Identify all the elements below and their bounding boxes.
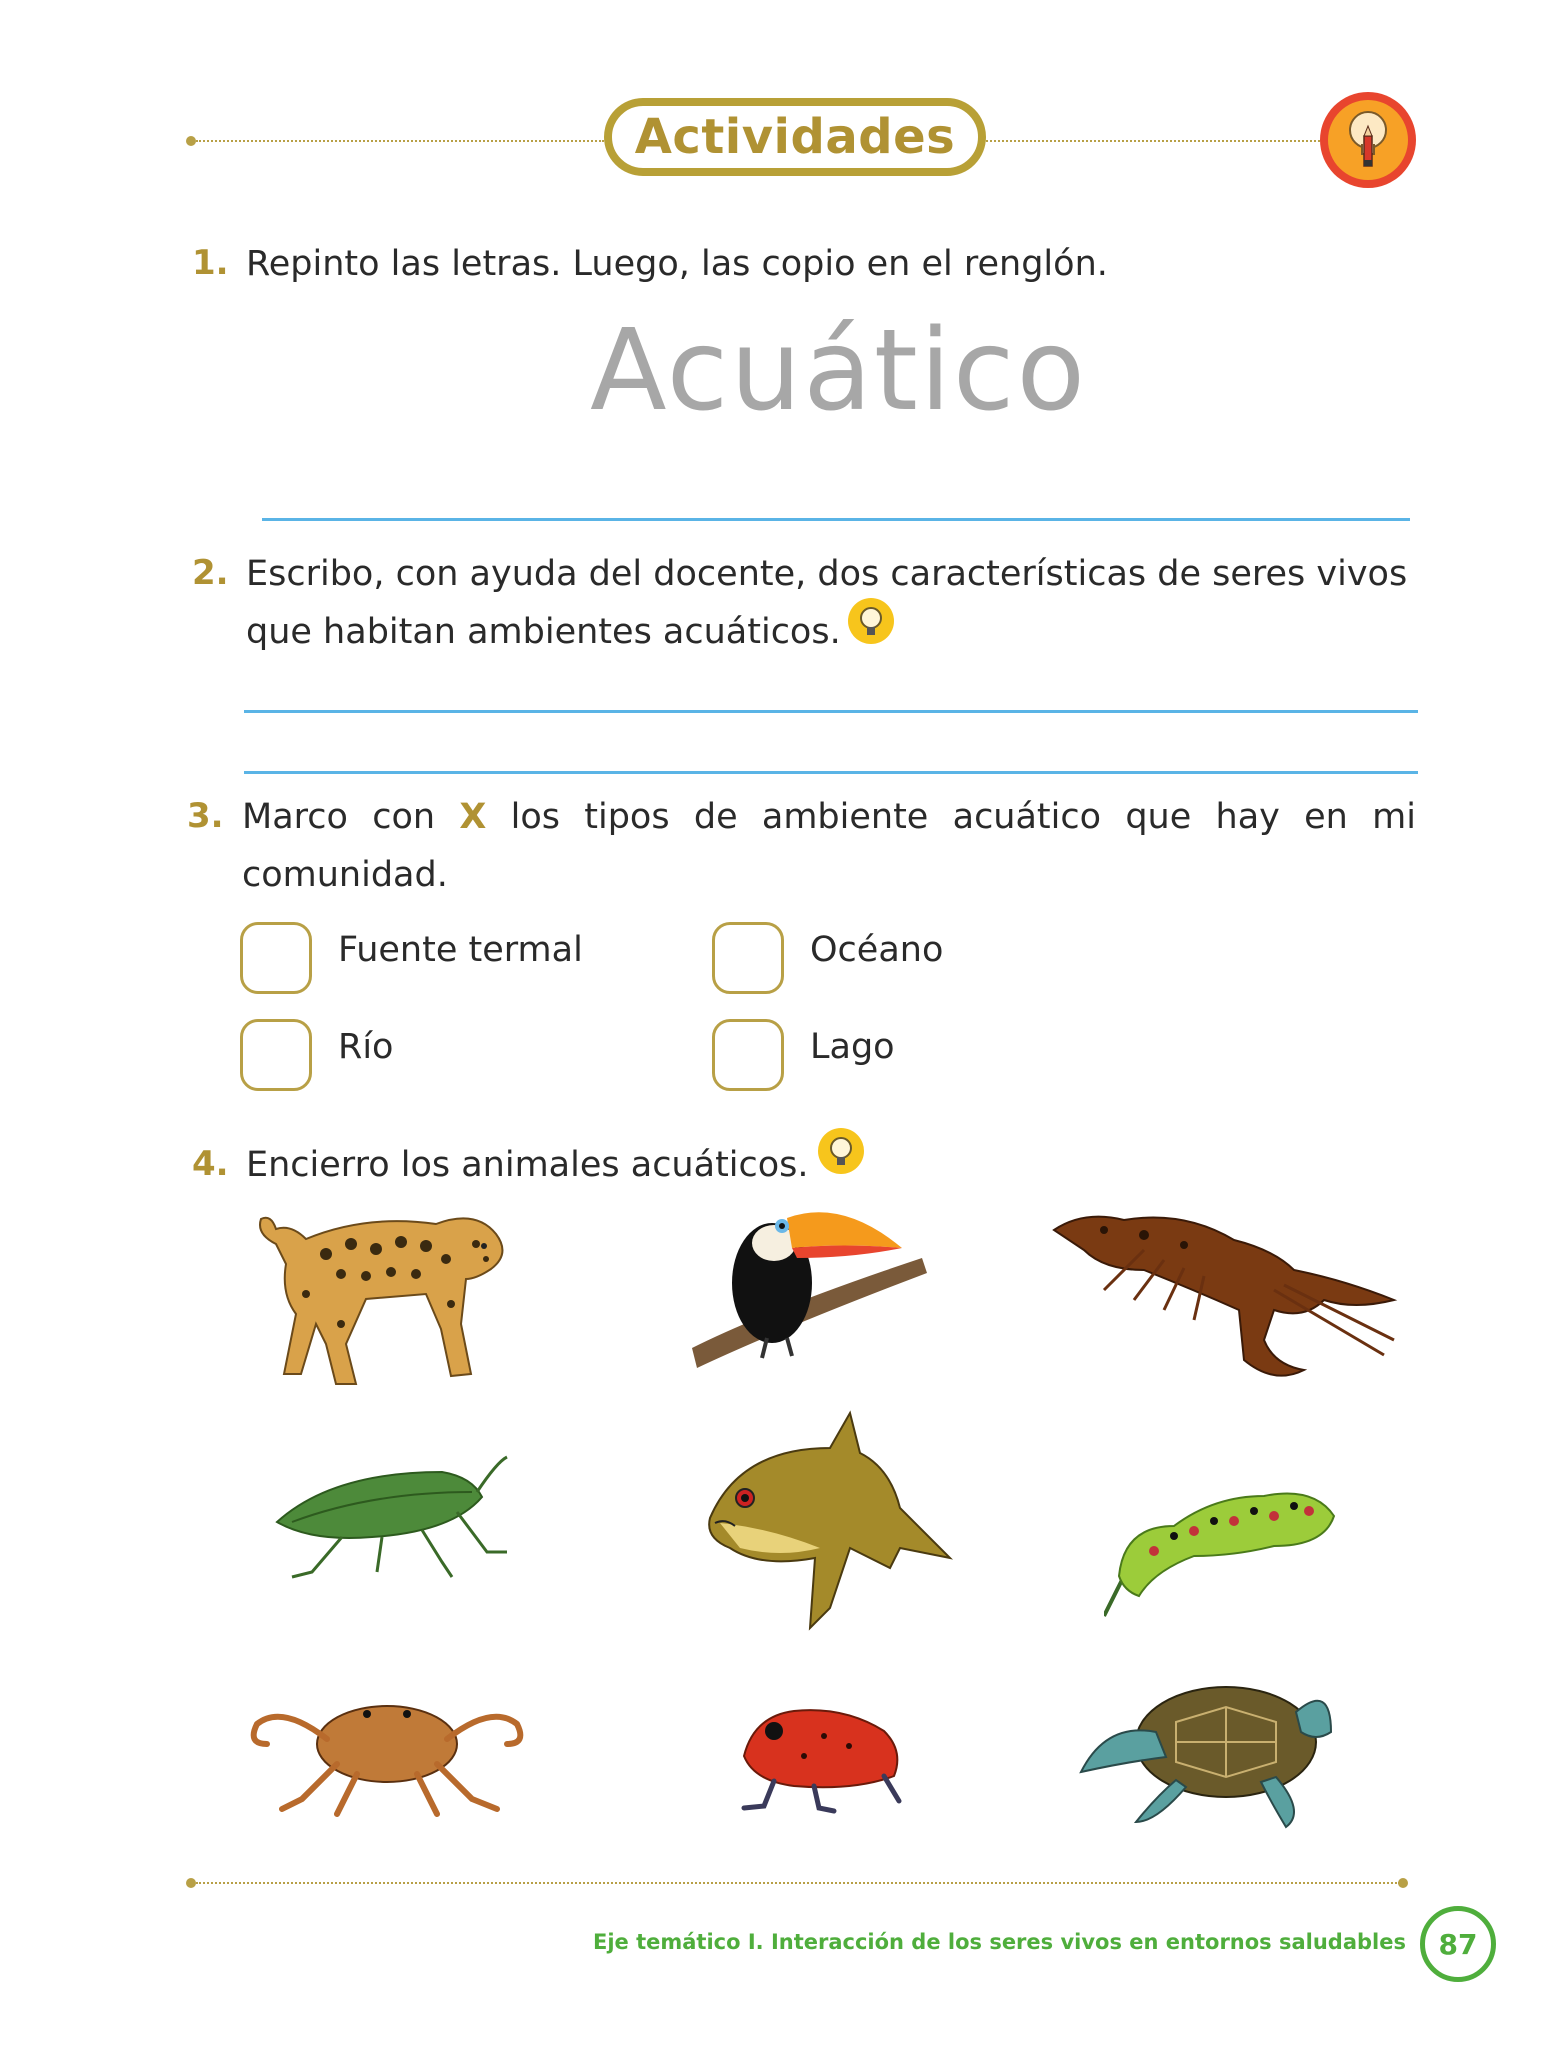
option-label-rio: Río xyxy=(338,1027,394,1067)
fish-image[interactable] xyxy=(700,1408,960,1638)
question-3-line1 xyxy=(242,788,1416,846)
lightbulb-icon xyxy=(848,598,894,644)
toucan-image[interactable] xyxy=(692,1188,932,1378)
checkbox-rio[interactable] xyxy=(240,1019,312,1091)
question-1-text: Repinto las letras. Luego, las copio en el renglón. xyxy=(246,244,1108,284)
section-title: Actividades xyxy=(634,109,956,165)
question-4-text: Encierro los animales acuáticos. xyxy=(246,1145,809,1185)
q2-writing-line-2[interactable] xyxy=(244,771,1418,774)
question-1-number: 1. xyxy=(192,243,229,283)
checkbox-lago[interactable] xyxy=(712,1019,784,1091)
header-rule-left-dot xyxy=(186,136,196,146)
question-2-line1: Escribo, con ayuda del docente, dos características de seres vivos xyxy=(246,554,1408,594)
question-3-text-before: Marco con xyxy=(242,797,436,837)
option-label-fuente-termal: Fuente termal xyxy=(338,930,583,970)
question-3-line2: comunidad. xyxy=(242,855,448,895)
q2-writing-line-1[interactable] xyxy=(244,710,1418,713)
footer-axis-title: Eje temático I. Interacción de los seres vivos en entornos saludables xyxy=(592,1930,1406,1954)
question-2-line2: que habitan ambientes acuáticos. xyxy=(246,612,841,652)
question-4-number: 4. xyxy=(192,1144,229,1184)
question-3-number: 3. xyxy=(187,796,224,836)
x-mark: X xyxy=(459,797,487,837)
question-3-text-after: los tipos de ambiente acuático que hay en mi xyxy=(510,797,1416,837)
checkbox-fuente-termal[interactable] xyxy=(240,922,312,994)
footer-rule-left-dot xyxy=(186,1878,196,1888)
trace-word[interactable]: Acuático xyxy=(590,306,1087,436)
lobster-image[interactable] xyxy=(1044,1190,1404,1390)
header-rule-left xyxy=(196,140,604,142)
page-number: 87 xyxy=(1438,1927,1478,1961)
lightbulb-pencil-icon xyxy=(1320,92,1416,188)
sea-turtle-image[interactable] xyxy=(1076,1662,1336,1832)
header-rule-right xyxy=(986,140,1320,142)
caterpillar-image[interactable] xyxy=(1104,1466,1344,1626)
lightbulb-icon xyxy=(818,1128,864,1174)
footer-rule xyxy=(196,1882,1400,1884)
option-label-oceano: Océano xyxy=(810,930,944,970)
crab-image[interactable] xyxy=(242,1684,532,1824)
q1-writing-line[interactable] xyxy=(262,518,1410,521)
checkbox-oceano[interactable] xyxy=(712,922,784,994)
jaguar-image[interactable] xyxy=(246,1184,526,1404)
frog-image[interactable] xyxy=(734,1696,914,1816)
section-title-pill xyxy=(604,98,986,176)
page-number-badge xyxy=(1420,1906,1496,1982)
grasshopper-image[interactable] xyxy=(272,1452,512,1582)
footer-rule-right-dot xyxy=(1398,1878,1408,1888)
option-label-lago: Lago xyxy=(810,1027,895,1067)
question-2-number: 2. xyxy=(192,553,229,593)
